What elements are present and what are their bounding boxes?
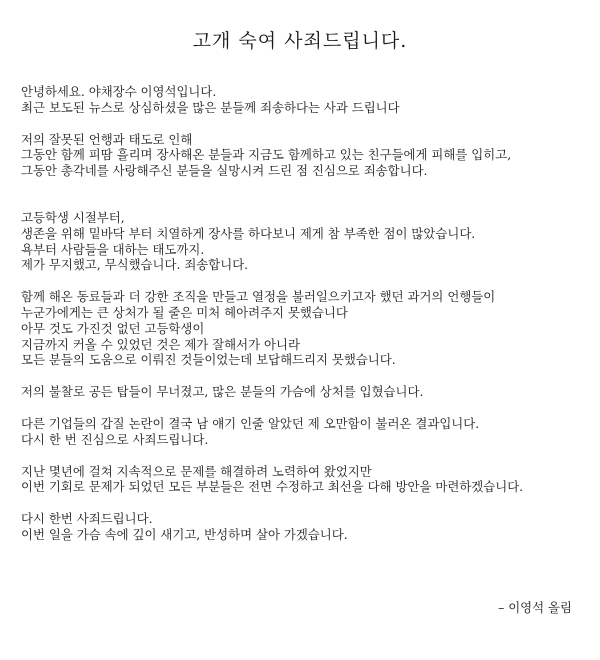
text-line: 지난 몇년에 걸쳐 지속적으로 문제를 해결하려 노력하여 왔었지만 — [21, 463, 372, 479]
text-line: 다른 기업들의 갑질 논란이 결국 남 얘기 인줄 알았던 제 오만함이 불러온 결과입니다. — [21, 415, 480, 431]
paragraph-arrogance — [21, 416, 591, 448]
letter-body — [21, 84, 591, 543]
text-line: 제가 무지했고, 무식했습니다. 죄송합니다. — [21, 257, 249, 273]
text-line: 고등학생 시절부터, — [21, 209, 125, 225]
text-line: 최근 보도된 뉴스로 상심하셨을 많은 분들께 죄송하다는 사과 드립니다 — [21, 99, 400, 115]
paragraph-fault — [21, 384, 591, 400]
text-line: 다시 한 번 진심으로 사죄드립니다. — [21, 431, 209, 447]
text-line: 함께 해온 동료들과 더 강한 조직을 만들고 열정을 불러일으키고자 했던 과거의 언행들이 — [21, 289, 496, 305]
paragraph-greeting — [21, 84, 591, 116]
paragraph-closing — [21, 511, 591, 543]
paragraph-apology — [21, 132, 591, 179]
text-line: 그동안 총각네를 사랑해주신 분들을 실망시켜 드린 점 진심으로 죄송합니다. — [21, 163, 428, 179]
text-line: 안녕하세요. 야채장수 이영석입니다. — [21, 84, 217, 99]
text-line: 이번 기회로 문제가 되었던 모든 부분들은 전면 수정하고 최선을 다해 방안을 마련하겠습니다. — [21, 479, 524, 495]
text-line: 이번 일을 가슴 속에 깊이 새기고, 반성하며 살아 가겠습니다. — [21, 526, 348, 542]
text-line: 모든 분들의 도움으로 이뤄진 것들이었는데 보답해드리지 못했습니다. — [21, 352, 396, 368]
text-line: 그동안 함께 피땀 흘리며 장사해온 분들과 지금도 함께하고 있는 친구들에게 피해를 입히고, — [21, 147, 512, 163]
paragraph-background — [21, 210, 591, 273]
signature: – 이영석 올림 — [498, 600, 572, 615]
paragraph-commitment — [21, 464, 591, 496]
text-line: 욕부터 사람들을 대하는 태도까지. — [21, 241, 205, 257]
text-line: 지금까지 커올 수 있었던 것은 제가 잘해서가 아니라 — [21, 336, 300, 352]
text-line: 아무 것도 가진것 없던 고등학생이 — [21, 320, 205, 336]
text-line: 저의 잘못된 언행과 태도로 인해 — [21, 131, 193, 147]
text-line: 생존을 위해 밑바닥 부터 치열하게 장사를 하다보니 제게 참 부족한 점이 많았습니다. — [21, 225, 476, 241]
paragraph-reflection — [21, 289, 591, 368]
text-line: 다시 한번 사죄드립니다. — [21, 511, 153, 527]
text-line: 저의 불찰로 공든 탑들이 무너졌고, 많은 분들의 가슴에 상처를 입혔습니다. — [21, 384, 424, 400]
text-line: 누군가에게는 큰 상처가 될 줄은 미처 헤아려주지 못했습니다 — [21, 304, 348, 320]
page-title: 고개 숙여 사죄드립니다. — [192, 30, 408, 52]
